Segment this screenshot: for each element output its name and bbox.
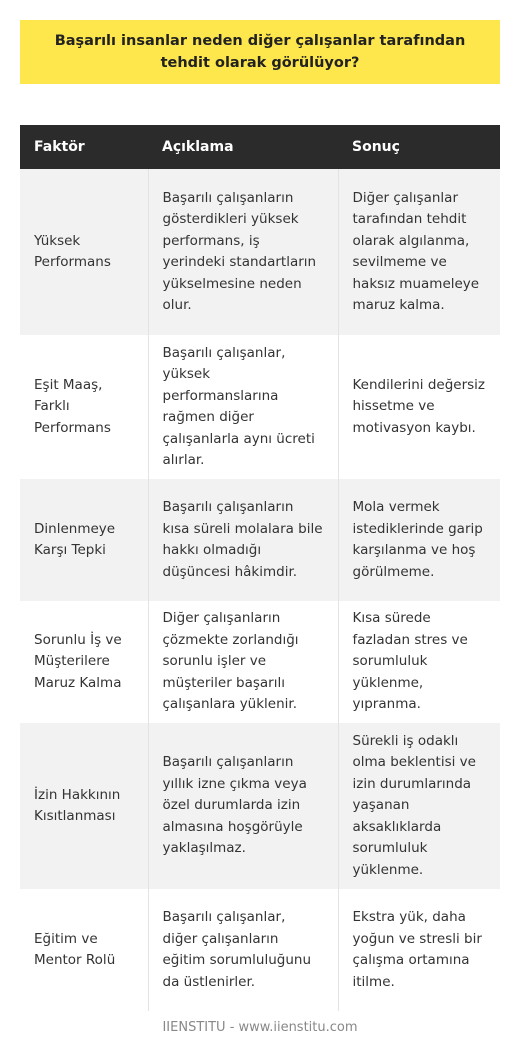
cell-result: Diğer çalışanlar tarafından tehdit olarak algılanma, sevilmeme ve haksız muameleye maruz kalma. xyxy=(338,169,500,335)
cell-result: Kısa sürede fazladan stres ve sorumluluk yüklenme, yıpranma. xyxy=(338,601,500,723)
footer-credit: IIENSTITU - www.iienstitu.com xyxy=(162,1020,358,1035)
cell-factor: İzin Hakkının Kısıtlanması xyxy=(20,723,148,889)
table-row xyxy=(20,723,500,889)
cell-description: Başarılı çalışanların gösterdikleri yüksek performans, iş yerindeki standartların yükselmesine neden olur. xyxy=(148,169,338,335)
page-title: Başarılı insanlar neden diğer çalışanlar tarafından tehdit olarak görülüyor? xyxy=(20,20,500,84)
cell-factor: Dinlenmeye Karşı Tepki xyxy=(20,479,148,601)
cell-description: Başarılı çalışanlar, diğer çalışanların eğitim sorumluluğunu da üstlenirler. xyxy=(148,889,338,1011)
cell-description: Diğer çalışanların çözmekte zorlandığı sorunlu işler ve müşteriler başarılı çalışanlara yüklenir. xyxy=(148,601,338,723)
cell-result: Mola vermek istediklerinde garip karşılanma ve hoş görülmeme. xyxy=(338,479,500,601)
table-row xyxy=(20,601,500,723)
cell-result: Kendilerini değersiz hissetme ve motivasyon kaybı. xyxy=(338,335,500,479)
cell-description: Başarılı çalışanlar, yüksek performanslarına rağmen diğer çalışanlarla aynı ücreti alırlar. xyxy=(148,335,338,479)
column-header-description: Açıklama xyxy=(148,125,338,169)
table-row xyxy=(20,335,500,479)
cell-description: Başarılı çalışanların kısa süreli molalara bile hakkı olmadığı düşüncesi hâkimdir. xyxy=(148,479,338,601)
cell-factor: Yüksek Performans xyxy=(20,169,148,335)
cell-factor: Sorunlu İş ve Müşterilere Maruz Kalma xyxy=(20,601,148,723)
cell-factor: Eşit Maaş, Farklı Performans xyxy=(20,335,148,479)
table-header-row xyxy=(20,125,500,169)
table-row xyxy=(20,889,500,1011)
table-row xyxy=(20,479,500,601)
cell-factor: Eğitim ve Mentor Rolü xyxy=(20,889,148,1011)
column-header-factor: Faktör xyxy=(20,125,148,169)
cell-result: Ekstra yük, daha yoğun ve stresli bir çalışma ortamına itilme. xyxy=(338,889,500,1011)
table-row xyxy=(20,169,500,335)
column-header-result: Sonuç xyxy=(338,125,500,169)
factor-table xyxy=(20,125,500,1011)
cell-result: Sürekli iş odaklı olma beklentisi ve izin durumlarında yaşanan aksaklıklarda sorumluluk yüklenme. xyxy=(338,723,500,889)
cell-description: Başarılı çalışanların yıllık izne çıkma veya özel durumlarda izin almasına hoşgörüyle yaklaşılmaz. xyxy=(148,723,338,889)
